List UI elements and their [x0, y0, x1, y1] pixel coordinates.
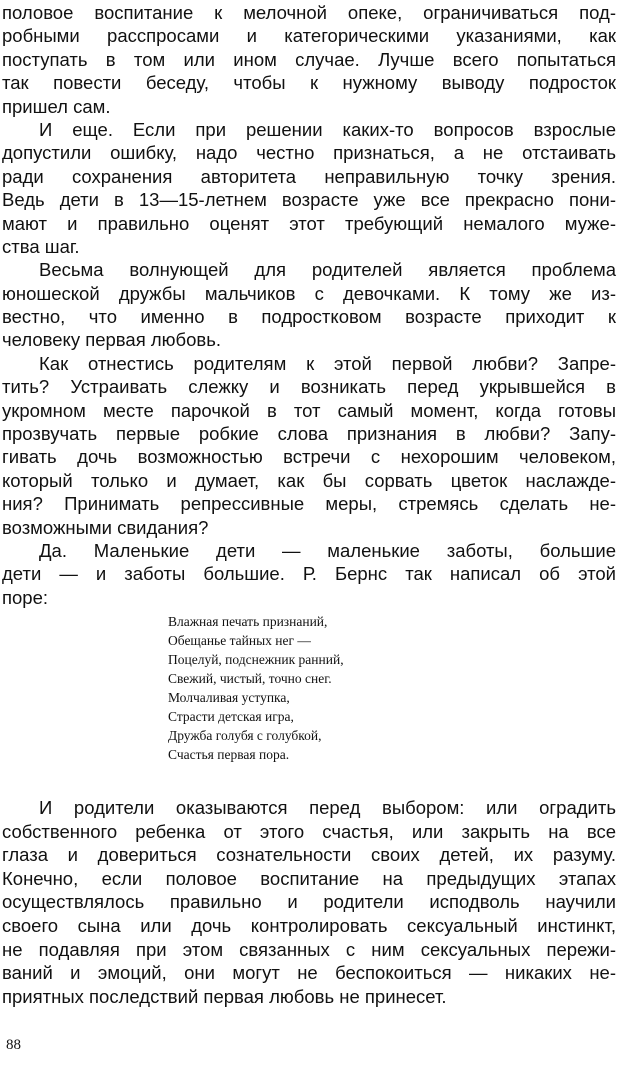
text-line: собственного ребенка от этого счастья, или закрыть на все — [2, 820, 616, 842]
text-line: И еще. Если при решении каких-то вопросов взрослые — [39, 118, 616, 140]
text-line: тить? Устраивать слежку и возникать перед укрывшейся в — [2, 376, 616, 398]
text-line: возможными свидания? — [2, 516, 209, 538]
text-line: поступать в том или ином случае. Лучше всего попытаться — [2, 48, 616, 70]
text-line: гивать дочь возможностью встречи с нехорошим человеком, — [2, 446, 616, 468]
text-line: И родители оказываются перед выбором: или оградить — [39, 797, 616, 818]
body-text-top — [2, 1, 616, 609]
text-line: своего сына или дочь контролировать сексуальный инстинкт, — [2, 914, 616, 936]
text-line: ваний и эмоций, они могут не беспокоиться — никаких не- — [2, 962, 616, 984]
text-line: ства шаг. — [2, 235, 80, 257]
poem-quote — [168, 612, 344, 764]
text-line: поре: — [2, 586, 49, 608]
text-line: не подавляя при этом связанных с ним сексуальных пережи- — [2, 938, 616, 960]
text-line: так повести беседу, чтобы к нужному выводу подросток — [2, 72, 616, 94]
text-line: юношеской дружбы мальчиков с девочками. К тому же из- — [2, 282, 616, 304]
text-line: половое воспитание к мелочной опеке, ограничиваться под- — [2, 2, 616, 23]
text-line: пришел сам. — [2, 95, 111, 117]
text-line: мают и правильно оценят этот требующий немалого муже- — [2, 212, 616, 234]
text-line: глаза и довериться сознательности своих детей, их разуму. — [2, 844, 616, 866]
poem-line: Счастья первая пора. — [168, 747, 290, 762]
text-line: ния? Принимать репрессивные меры, стремясь сделать не- — [2, 493, 616, 515]
text-line: укромном месте парочкой в тот самый момент, когда готовы — [2, 399, 616, 421]
poem-line: Обещанье тайных нег — — [168, 633, 311, 648]
text-line: Ведь дети в 13—15-летнем возрасте уже все прекрасно пони- — [2, 189, 616, 211]
text-line: Как отнестись родителям к этой первой любви? Запре- — [39, 352, 616, 374]
text-line: дети — и заботы большие. Р. Бернс так написал об этой — [2, 563, 616, 585]
text-line: робными расспросами и категорическими указаниями, как — [2, 25, 616, 47]
text-line: человеку первая любовь. — [2, 329, 222, 351]
text-line: прозвучать первые робкие слова признания в любви? Запу- — [2, 423, 616, 445]
text-line: Конечно, если половое воспитание на предыдущих этапах — [2, 867, 616, 889]
poem-line: Свежий, чистый, точно снег. — [168, 671, 332, 686]
text-line: допустили ошибку, надо честно признаться, а не отстаивать — [2, 142, 616, 164]
body-text-bottom — [2, 796, 616, 1008]
text-line: Да. Маленькие дети — маленькие заботы, большие — [39, 539, 616, 561]
poem-line: Влажная печать признаний, — [168, 614, 328, 629]
poem-line: Страсти детская игра, — [168, 709, 294, 724]
text-line: который только и думает, как бы сорвать цветок наслажде- — [2, 469, 616, 491]
text-line: приятных последствий первая любовь не принесет. — [2, 985, 447, 1007]
text-line: вестно, что именно в подростковом возрасте приходит к — [2, 306, 616, 328]
text-line: осуществлялось правильно и родители исподволь научили — [2, 891, 616, 913]
text-line: Весьма волнующей для родителей является проблема — [39, 259, 616, 281]
text-line: ради сохранения авторитета неправильную точку зрения. — [2, 165, 616, 187]
page-number: 88 — [6, 1037, 21, 1053]
poem-line: Дружба голубя с голубкой, — [168, 728, 322, 743]
poem-line: Молчаливая уступка, — [168, 690, 290, 705]
poem-line: Поцелуй, подснежник ранний, — [168, 652, 344, 667]
